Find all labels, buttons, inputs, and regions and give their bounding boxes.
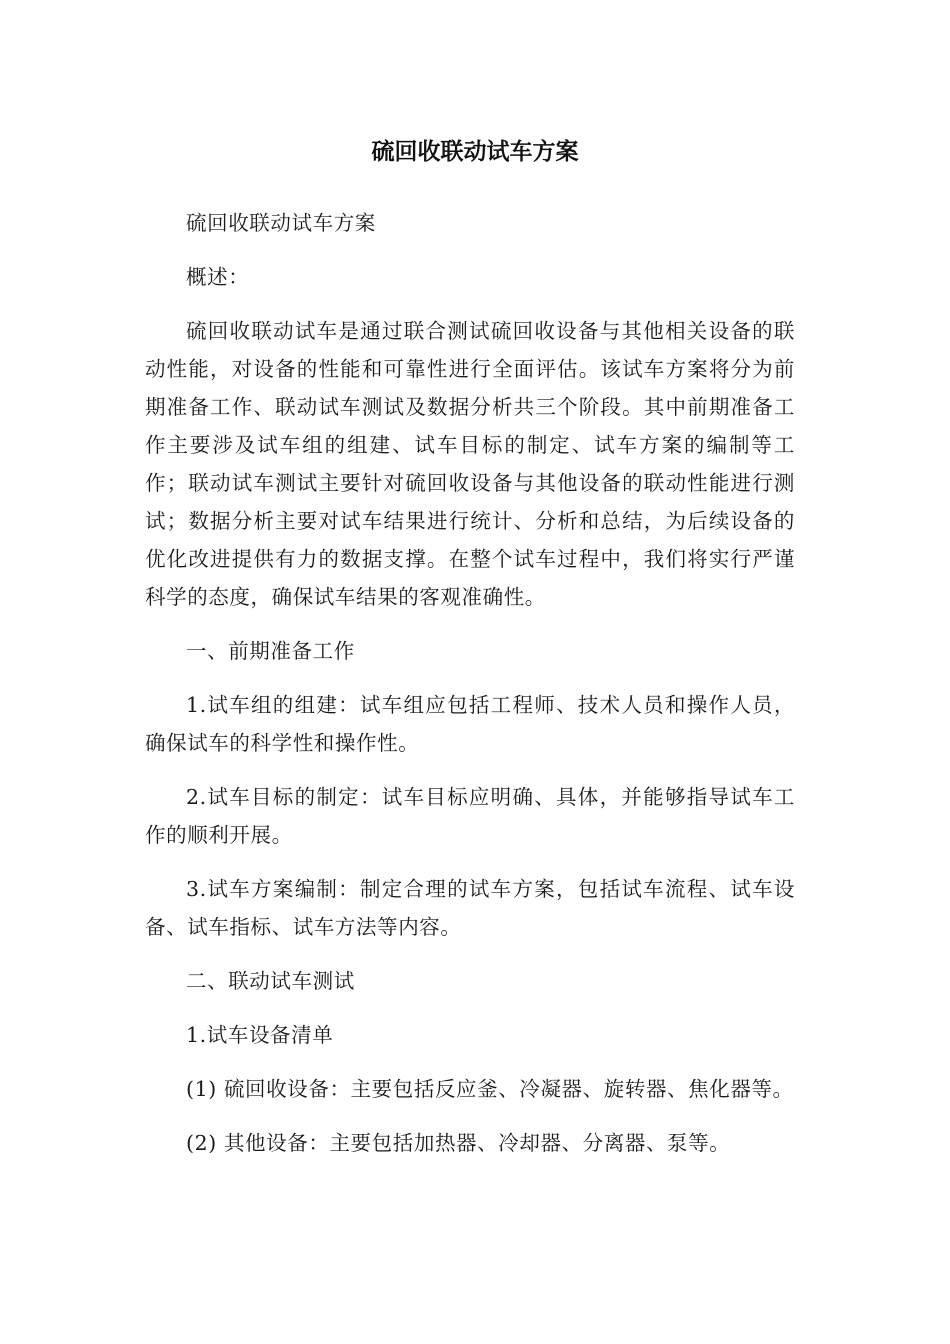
subtitle-paragraph: 硫回收联动试车方案	[186, 211, 376, 235]
list-item-plan: 3.试车方案编制：制定合理的试车方案，包括试车流程、试车设备、试车指标、试车方法等内容。	[145, 877, 795, 939]
overview-paragraph: 硫回收联动试车是通过联合测试硫回收设备与其他相关设备的联动性能，对设备的性能和可靠性进行全面评估。该试车方案将分为前期准备工作、联动试车测试及数据分析共三个阶段。其中前期准备工作主要涉及试车组的组建、试车目标的制定、试车方案的编制等工作；联动试车测试主要针对硫回收设备与其他设备的联动性能进行测试；数据分析主要对试车结果进行统计、分析和总结，为后续设备的优化改进提供有力的数据支撑。在整个试车过程中，我们将实行严谨科学的态度，确保试车结果的客观准确性。	[145, 319, 795, 609]
section-heading-preparation: 一、前期准备工作	[186, 639, 355, 663]
document-body	[145, 204, 795, 1178]
document-title: 硫回收联动试车方案	[371, 139, 579, 165]
list-item-equipment: 1.试车设备清单	[186, 1023, 334, 1047]
list-item-goals: 2.试车目标的制定：试车目标应明确、具体，并能够指导试车工作的顺利开展。	[145, 785, 795, 847]
overview-heading: 概述：	[186, 265, 250, 289]
sub-item-other-equipment: (2) 其他设备：主要包括加热器、冷却器、分离器、泵等。	[186, 1131, 731, 1155]
sub-item-sulfur-equipment: (1) 硫回收设备：主要包括反应釜、冷凝器、旋转器、焦化器等。	[186, 1077, 794, 1101]
list-item-team: 1.试车组的组建：试车组应包括工程师、技术人员和操作人员，确保试车的科学性和操作性。	[145, 693, 795, 755]
section-heading-testing: 二、联动试车测试	[186, 969, 355, 993]
